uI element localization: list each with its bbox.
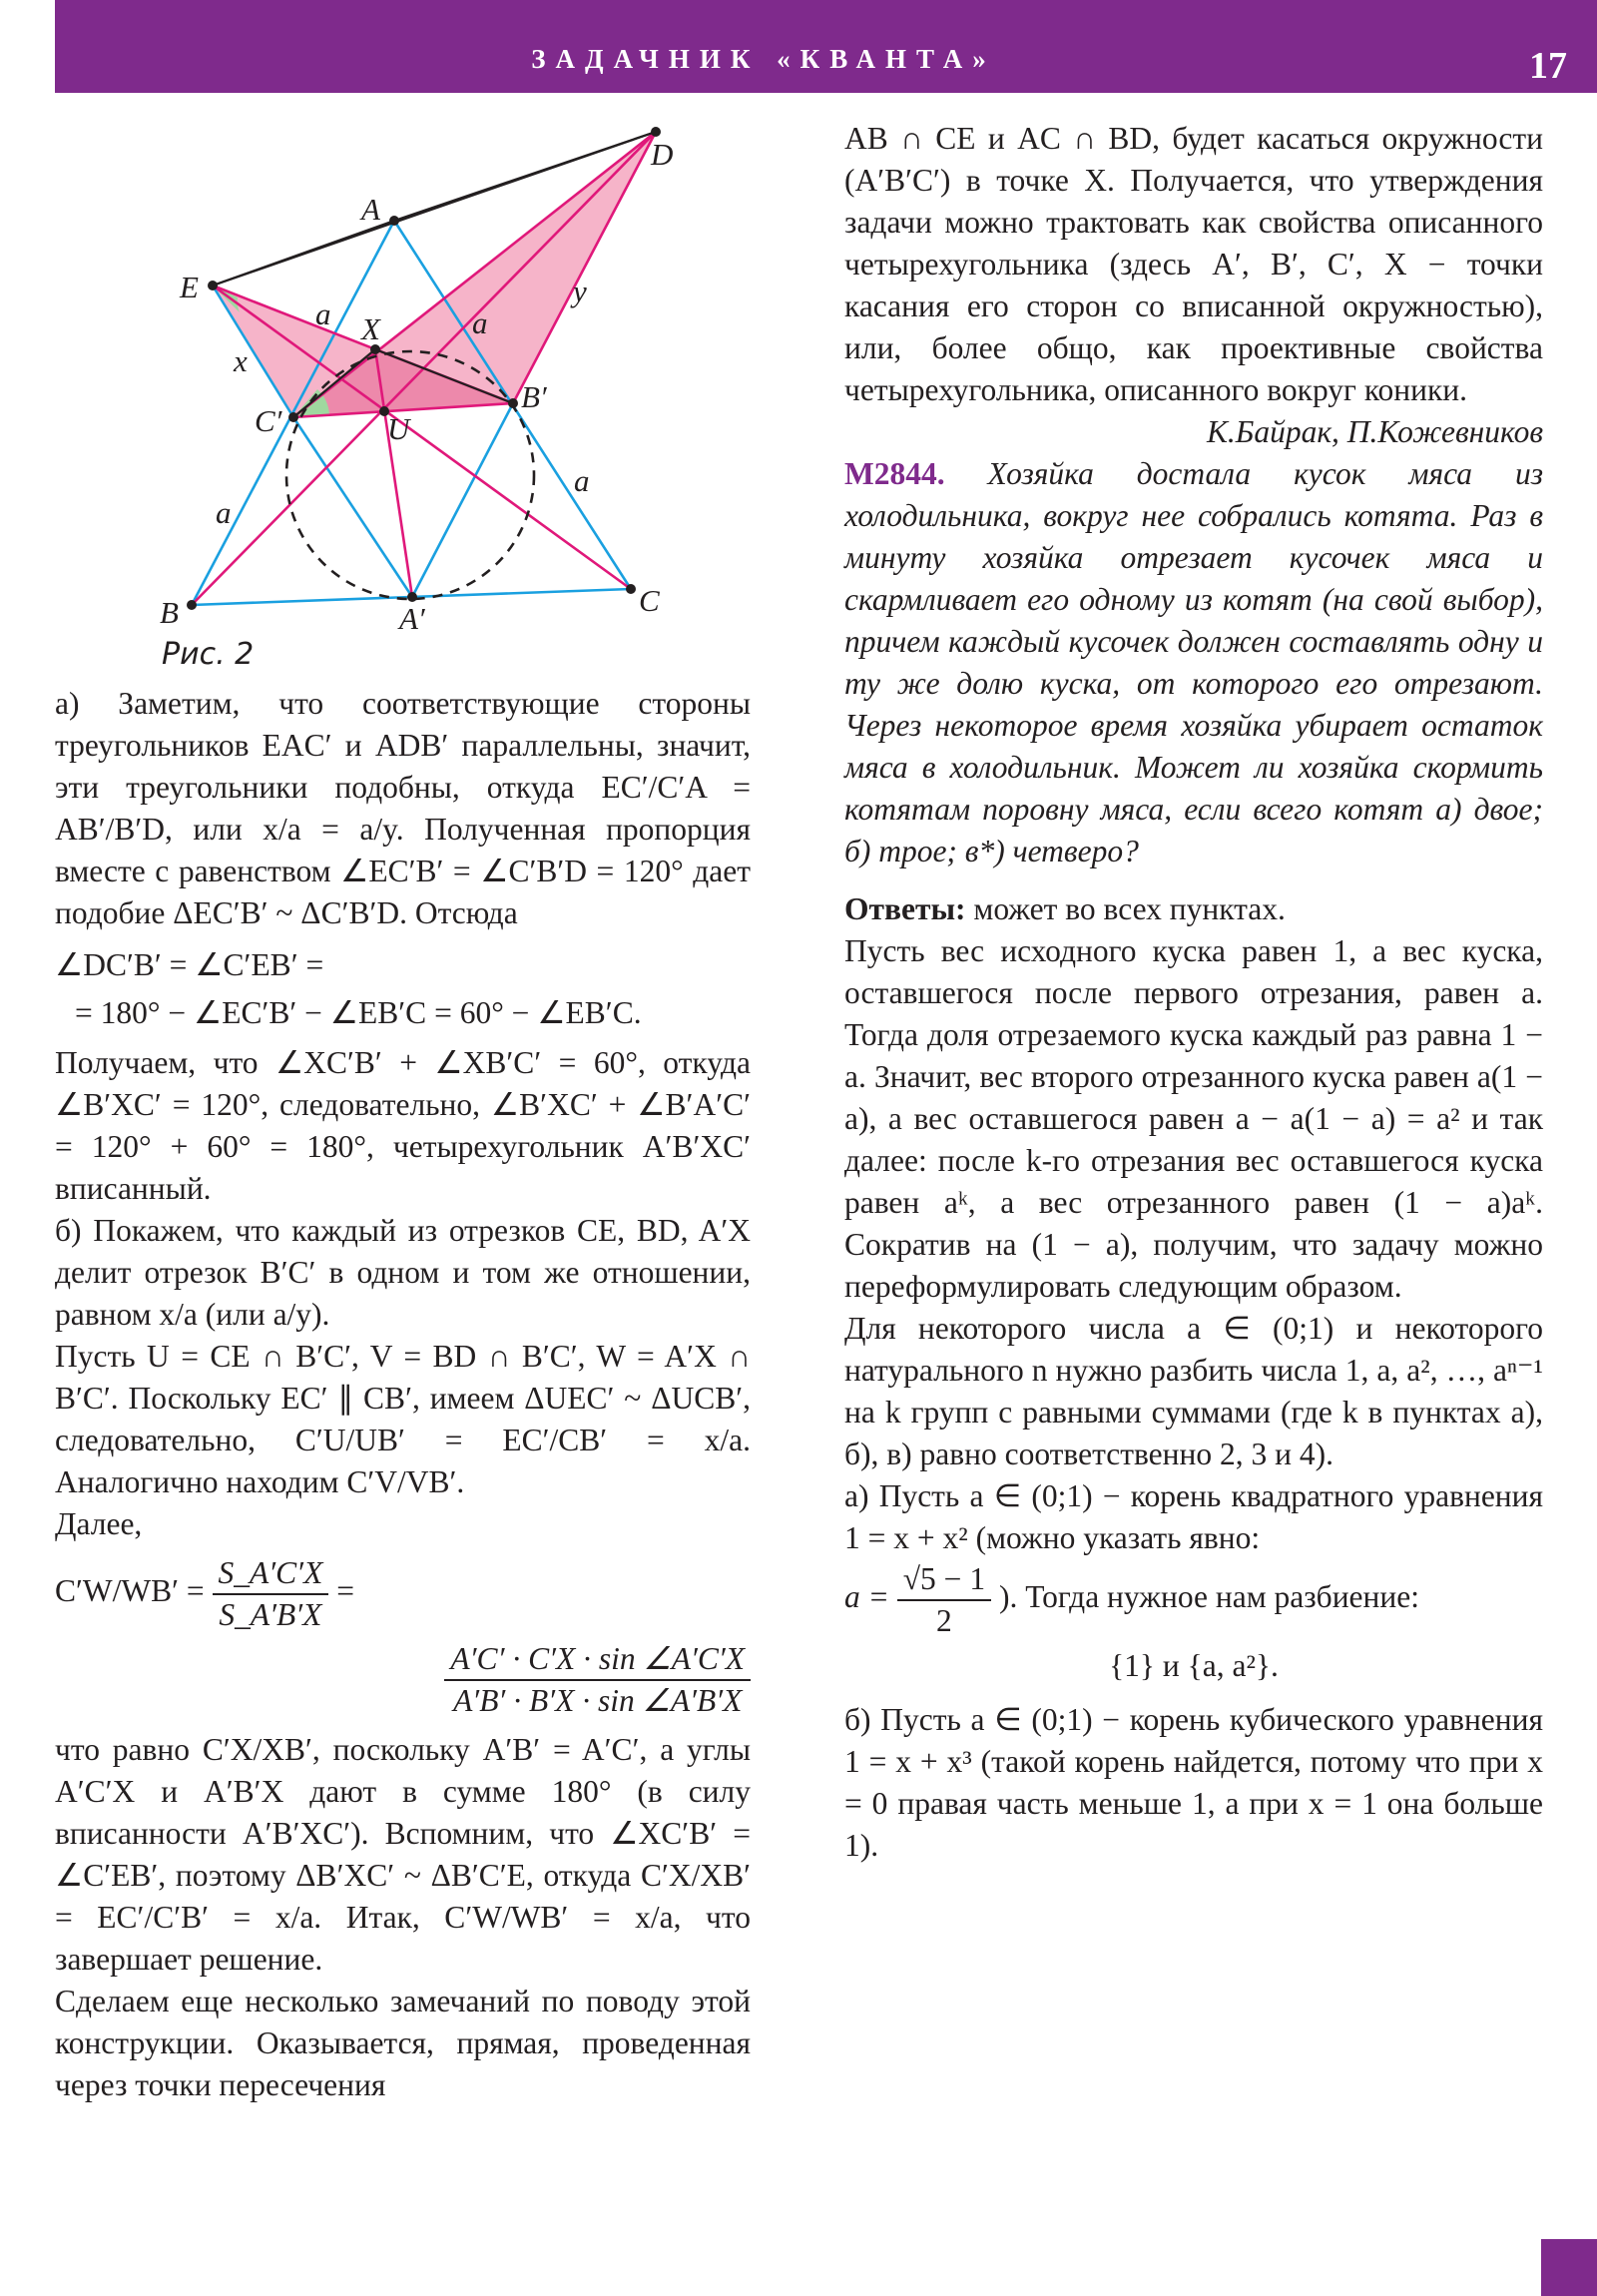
area-fraction: [213, 1553, 329, 1635]
formula-angle-result: = 180° − ∠EC′B′ − ∠EB′C = 60° − ∠EB′C.: [75, 995, 642, 1030]
area-numerator: S_A′C′X: [213, 1553, 329, 1595]
sine-ratio-formula: [55, 1639, 751, 1721]
label-c: C: [639, 583, 660, 618]
figure-caption: Рис. 2: [162, 637, 255, 672]
sine-numerator: A′C′ · C′X · sin ∠A′C′X: [444, 1639, 751, 1681]
label-x: X: [361, 311, 380, 346]
label-a: A: [361, 192, 380, 227]
paragraph-part-b: б) Покажем, что каждый из отрезков CE, BD, A′X делит отрезок B′C′ в одном и том же отношении, равном x/a (или a/y).: [55, 1213, 751, 1332]
sine-fraction: [444, 1639, 751, 1721]
page-number: 17: [1529, 45, 1567, 87]
root-formula-left: a =: [844, 1579, 889, 1615]
point-c: [626, 584, 636, 594]
paragraph-further: Далее,: [55, 1506, 143, 1541]
journal-section-title: ЗАДАЧНИК «КВАНТА»: [531, 44, 996, 74]
paragraph-conclusion: что равно C′X/XB′, поскольку A′B′ = A′C′, а углы A′C′X и A′B′X дают в сумме 180° (в силу вписанности A′B′XC′). Вспомним, что ∠XC′B′ = ∠C′EB′, поэтому ΔB′XC′ ~ ΔB′C′E, откуда C′X/XB′ = EC′/C′B′ = x/a. Итак, C′W/WB′ = x/a, что завершает решение.: [55, 1732, 751, 1977]
area-denominator: S_A′B′X: [219, 1597, 322, 1632]
paragraph-definitions: Пусть U = CE ∩ B′C′, V = BD ∩ B′C′, W = A′X ∩ B′C′. Поскольку EC′ ∥ CB′, имеем ΔUEC′ ~ ΔUCB′, следовательно, C′U/UB′ = EC′/CB′ = x/a. Аналогично находим C′V/VB′.: [55, 1339, 751, 1499]
point-e: [208, 281, 218, 290]
point-c-prime: [288, 412, 298, 422]
root-formula: [844, 1559, 1543, 1641]
line-a-prime-b-prime: [412, 403, 513, 597]
authors: К.Байрак, П.Кожевников: [1206, 414, 1543, 449]
label-seg-a2: a: [472, 305, 488, 340]
paragraph-weights: Пусть вес исходного куска равен 1, а вес куска, оставшегося после первого отрезания, равен a. Тогда доля отрезаемого куска каждый раз равна 1 − a. Значит, вес второго отрезанного куска равен a(1 − a), а вес оставшегося равен a − a(1 − a) = a² и так далее: после k-го отрезания вес оставшегося куска равен aᵏ, а вес отрезанного равен (1 − a)aᵏ. Сократив на (1 − a), получим, что задачу можно переформулировать следующим образом.: [844, 933, 1543, 1304]
label-seg-y: y: [573, 274, 587, 308]
page-corner-tab: [1541, 2239, 1597, 2296]
root-formula-right: ). Тогда нужное нам разбиение:: [998, 1579, 1419, 1615]
line-e-a: [213, 221, 394, 286]
paragraph-remarks: Сделаем еще несколько замечаний по поводу этой конструкции. Оказывается, прямая, проведенная через точки пересечения: [55, 1984, 751, 2102]
point-b-prime: [508, 398, 518, 408]
label-seg-a4: a: [216, 495, 232, 530]
paragraph-reformulation: Для некоторого числа a ∈ (0;1) и некоторого натурального n нужно разбить числа 1, a, a², …, aⁿ⁻¹ на k групп с равными суммами (где k в пунктах а), б), в) равно соответственно 2, 3 и 4).: [844, 1311, 1543, 1471]
equals-sign: =: [336, 1573, 354, 1609]
geometry-figure: [150, 118, 709, 636]
answer-line: [844, 888, 1543, 930]
area-ratio-formula: [55, 1553, 751, 1635]
answer-text: может во всех пунктах.: [973, 891, 1286, 926]
label-b: B: [160, 595, 179, 630]
label-u: U: [387, 411, 410, 446]
problem-id: М2844.: [844, 456, 945, 491]
root-numerator: √5 − 1: [897, 1559, 991, 1601]
label-b-prime: B′: [521, 379, 547, 414]
paragraph-part-a: а) Пусть a ∈ (0;1) − корень квадратного уравнения 1 = x + x² (можно указать явно:: [844, 1478, 1543, 1555]
sine-denominator: A′B′ · B′X · sin ∠A′B′X: [453, 1683, 743, 1718]
paragraph-similarity: а) Заметим, что соответствующие стороны треугольников EAC′ и ADB′ параллельны, значит, эти треугольники подобны, откуда EC′/C′A = AB′/B′D, или x/a = a/y. Полученная пропорция вместе с равенством ∠EC′B′ = ∠C′B′D = 120° дает подобие ΔEC′B′ ~ ΔC′B′D. Отсюда: [55, 686, 751, 930]
problem-text: Хозяйка достала кусок мяса из холодильника, вокруг нее собрались котята. Раз в минуту хозяйка отрезает кусочек мяса и скармливает его одному из котят (на свой выбор), причем каждый кусочек должен составлять одну и ту же долю куска, от которого его отрезают. Через некоторое время хозяйка убирает остаток мяса в холодильник. Может ли хозяйка скормить котятам поровну мяса, если всего котят а) двое; б) трое; в*) четверо?: [844, 456, 1543, 868]
page-header: [55, 0, 1597, 93]
label-seg-a3: a: [574, 463, 590, 498]
paragraph-part-b-cubic: б) Пусть a ∈ (0;1) − корень кубического уравнения 1 = x + x³ (такой корень найдется, потому что при x = 0 правая часть меньше 1, а при x = 1 она больше 1).: [844, 1702, 1543, 1863]
point-b: [187, 600, 197, 610]
label-d: D: [651, 137, 674, 172]
point-d: [651, 127, 661, 137]
root-fraction: [897, 1559, 991, 1641]
left-column: [55, 683, 751, 2106]
paragraph-inscribed: Получаем, что ∠XC′B′ + ∠XB′C′ = 60°, откуда ∠B′XC′ = 120°, следовательно, ∠B′XC′ + ∠B′A′C′ = 120° + 60° = 180°, четырехугольник A′B′XC′ вписанный.: [55, 1045, 751, 1206]
label-seg-x: x: [234, 343, 248, 378]
right-column: [844, 118, 1543, 1867]
ratio-left: C′W/WB′ =: [55, 1573, 205, 1609]
point-a: [389, 216, 399, 226]
partition-formula: {1} и {a, a²}.: [1109, 1648, 1279, 1683]
answer-label: Ответы:: [844, 891, 966, 926]
label-seg-a1: a: [315, 296, 331, 331]
label-e: E: [180, 270, 199, 304]
root-denominator: 2: [936, 1603, 952, 1638]
formula-angle-dcb: ∠DC′B′ = ∠C′EB′ =: [55, 947, 324, 982]
paragraph-continuation: AB ∩ CE и AC ∩ BD, будет касаться окружности (A′B′C′) в точке X. Получается, что утверждения задачи можно трактовать как свойства описанного четырехугольника (здесь A′, B′, C′, X − точки касания его сторон со вписанной окружностью), или, более общо, как проективные свойства четырехугольника, описанного вокруг коники.: [844, 121, 1543, 407]
label-a-prime: A′: [399, 601, 425, 636]
problem-statement: [844, 453, 1543, 872]
label-c-prime: C′: [255, 403, 282, 438]
